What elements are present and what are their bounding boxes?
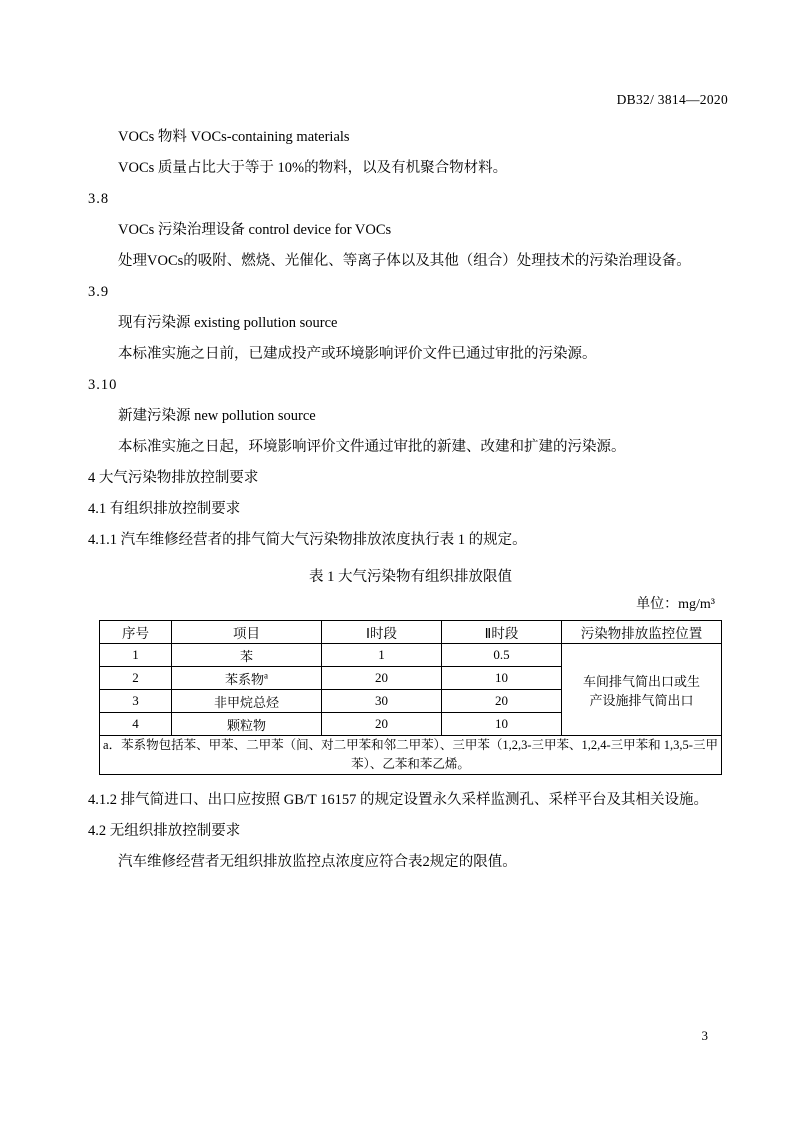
cell-no: 1 [100, 644, 172, 667]
monitor-location-line-1: 车间排气简出口或生 [582, 673, 700, 689]
table-caption: 表 1 大气污染物有组织排放限值 [309, 569, 512, 585]
term-entry: VOCs 物料 VOCs-containing materials [118, 129, 350, 145]
cell-item: 颗粒物 [172, 713, 322, 736]
section-heading-4-1: 4.1 有组织排放控制要求 [88, 501, 241, 517]
term-entry: 新建污染源 new pollution source [118, 408, 316, 424]
column-header-no: 序号 [100, 621, 172, 644]
column-header-monitor-location: 污染物排放监控位置 [562, 621, 722, 644]
cell-no: 2 [100, 667, 172, 690]
cell-item: 苯 [172, 644, 322, 667]
clause-number: 3.9 [88, 284, 110, 300]
page-header [617, 92, 728, 108]
cell-no: 3 [100, 690, 172, 713]
paragraph: 本标准实施之日前，已建成投产或环境影响评价文件已通过审批的污染源。 [118, 346, 597, 362]
document-body [88, 122, 733, 878]
table-note-row [100, 736, 722, 775]
cell-period-2: 10 [442, 713, 562, 736]
cell-period-2: 20 [442, 690, 562, 713]
table-row [100, 644, 722, 667]
section-heading-4-1-2: 4.1.2 排气简进口、出口应按照 GB/T 16157 的规定设置永久采样监测孔、采样平台及其相关设施。 [88, 792, 709, 808]
cell-period-1: 20 [322, 713, 442, 736]
cell-item: 非甲烷总烃 [172, 690, 322, 713]
column-header-item: 项目 [172, 621, 322, 644]
cell-item-footnote-marker: a [264, 670, 268, 681]
emission-limits-table [99, 620, 722, 775]
paragraph: 本标准实施之日起，环境影响评价文件通过审批的新建、改建和扩建的污染源。 [118, 439, 626, 455]
cell-period-1: 20 [322, 667, 442, 690]
clause-number: 3.10 [88, 377, 118, 393]
section-heading-4-2: 4.2 无组织排放控制要求 [88, 823, 241, 839]
term-entry: VOCs 污染治理设备 control device for VOCs [118, 222, 392, 238]
table-header-row [100, 621, 722, 644]
section-heading-4: 4 大气污染物排放控制要求 [88, 470, 259, 486]
table-footnote: a．苯系物包括苯、甲苯、二甲苯（间、对二甲苯和邻二甲苯）、三甲苯（1,2,3-三甲苯、1,2,4-三甲苯和 1,3,5-三甲苯）、乙苯和苯乙烯。 [100, 736, 722, 775]
cell-no: 4 [100, 713, 172, 736]
cell-period-1: 1 [322, 644, 442, 667]
cell-item [172, 667, 322, 690]
cell-period-2: 10 [442, 667, 562, 690]
monitor-location-line-2: 产设施排气简出口 [589, 692, 694, 708]
cell-period-1: 30 [322, 690, 442, 713]
cell-period-2: 0.5 [442, 644, 562, 667]
cell-item-label: 苯系物 [224, 671, 264, 687]
page-number: 3 [701, 1028, 708, 1043]
section-heading-4-1-1: 4.1.1 汽车维修经营者的排气简大气污染物排放浓度执行表 1 的规定。 [88, 532, 527, 548]
standard-code: DB32/ 3814—2020 [616, 92, 728, 107]
column-header-period-2: Ⅱ时段 [442, 621, 562, 644]
clause-number: 3.8 [88, 191, 110, 207]
paragraph: VOCs 质量占比大于等于 10%的物料，以及有机聚合物材料。 [118, 160, 508, 176]
paragraph: 处理VOCs的吸附、燃烧、光催化、等离子体以及其他（组合）处理技术的污染治理设备。 [118, 253, 691, 269]
table-unit-label: 单位：mg/m³ [636, 597, 715, 612]
column-header-period-1: Ⅰ时段 [322, 621, 442, 644]
paragraph: 汽车维修经营者无组织排放监控点浓度应符合表2规定的限值。 [118, 854, 517, 870]
term-entry: 现有污染源 existing pollution source [118, 315, 338, 331]
cell-monitor-location [562, 644, 722, 736]
